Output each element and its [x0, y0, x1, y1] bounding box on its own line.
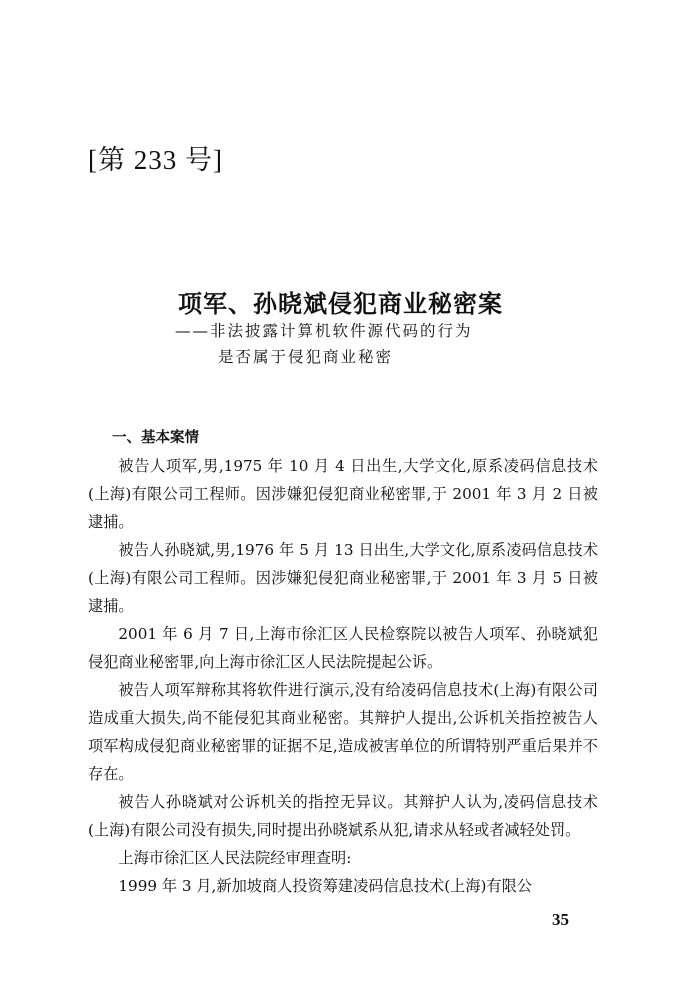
case-subtitle — [175, 318, 473, 370]
paragraph-facts: 1999 年 3 月,新加坡商人投资筹建凌码信息技术(上海)有限公 — [118, 877, 532, 895]
paragraph-defendant-sun: 被告人孙晓斌,男,1976 年 5 月 13 日出生,大学文化,原系凌码信息技术(上海)有限公司工程师。因涉嫌犯侵犯商业秘密罪,于 2001 年 3 月 5 日被逮捕。 — [88, 541, 598, 615]
subtitle-line-2: 是否属于侵犯商业秘密 — [218, 348, 394, 366]
page-number: 35 — [552, 910, 569, 929]
paragraph-prosecution: 2001 年 6 月 7 日,上海市徐汇区人民检察院以被告人项军、孙晓斌犯侵犯商业秘密罪,向上海市徐汇区人民法院提起公诉。 — [88, 625, 598, 671]
paragraph-xiang-defense: 被告人项军辩称其将软件进行演示,没有给凌码信息技术(上海)有限公司造成重大损失,尚不能侵犯其商业秘密。其辩护人提出,公诉机关指控被告人项军构成侵犯商业秘密罪的证据不足,造成被害单位的所谓特别严重后果并不存在。 — [88, 681, 598, 783]
section-heading: 一、基本案情 — [112, 430, 199, 446]
case-title: 项军、孙晓斌侵犯商业秘密案 — [178, 289, 503, 318]
paragraph-sun-defense: 被告人孙晓斌对公诉机关的指控无异议。其辩护人认为,凌码信息技术(上海)有限公司没有损失,同时提出孙晓斌系从犯,请求从轻或者减轻处罚。 — [88, 793, 598, 839]
case-body — [88, 424, 598, 900]
subtitle-line-1: ——非法披露计算机软件源代码的行为 — [175, 322, 473, 340]
case-number: [第 233 号] — [88, 145, 223, 175]
paragraph-court-finding: 上海市徐汇区人民法院经审理查明: — [118, 849, 352, 867]
paragraph-defendant-xiang: 被告人项军,男,1975 年 10 月 4 日出生,大学文化,原系凌码信息技术(上海)有限公司工程师。因涉嫌犯侵犯商业秘密罪,于 2001 年 3 月 2 日被逮捕。 — [88, 457, 598, 531]
